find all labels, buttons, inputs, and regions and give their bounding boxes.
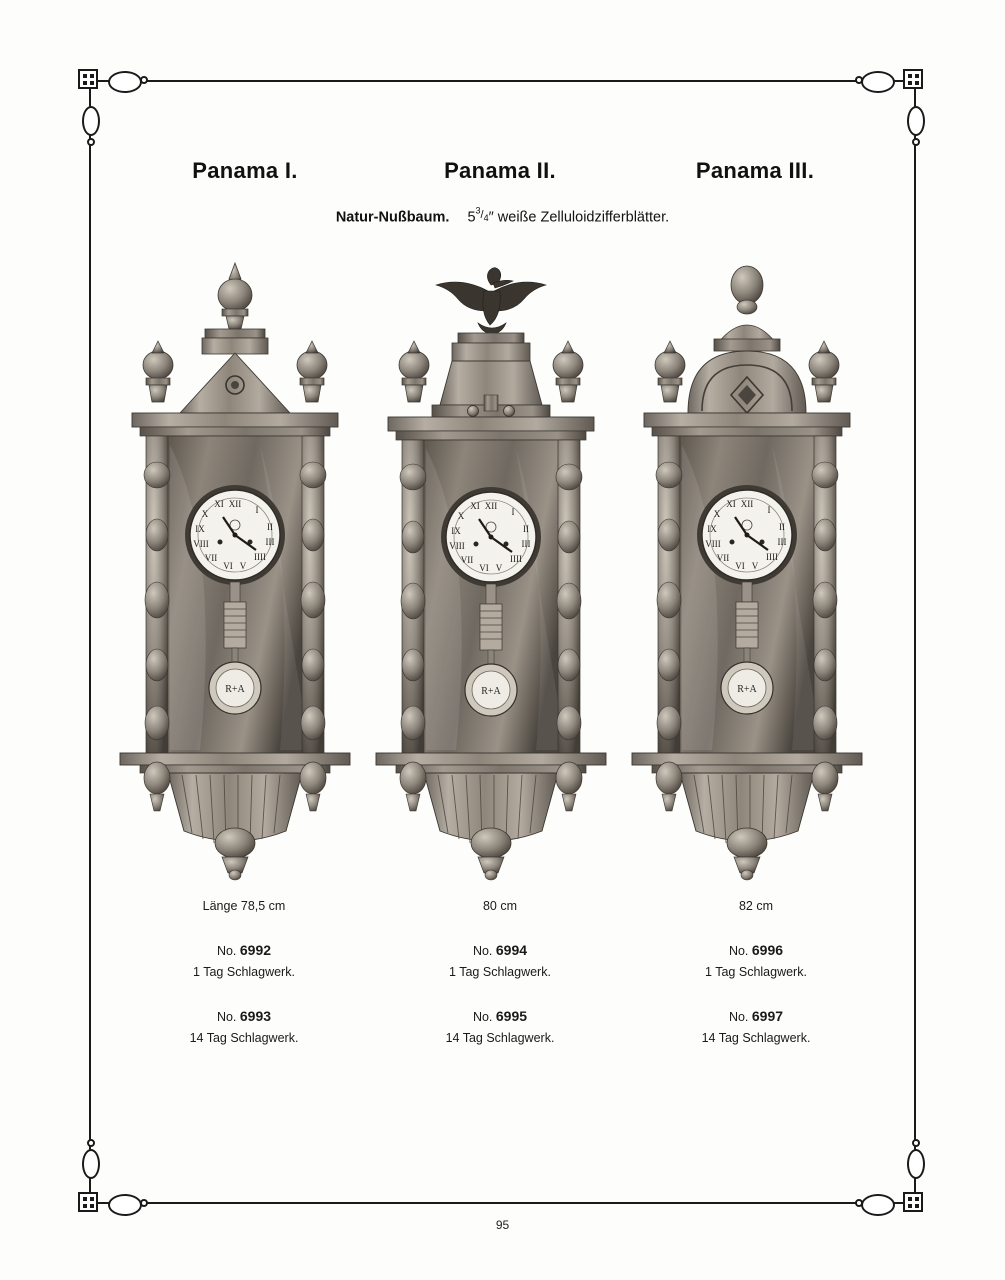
eagle-ornament — [436, 268, 546, 334]
no-label: No. — [472, 1009, 493, 1024]
no-label: No. — [728, 943, 749, 958]
svg-text:IX: IX — [451, 526, 461, 536]
svg-text:R+A: R+A — [225, 684, 245, 695]
length-panama-3: 82 cm — [738, 899, 774, 913]
model-title-panama-2: Panama II. — [444, 158, 556, 183]
svg-text:II: II — [523, 524, 529, 534]
no-label: No. — [728, 1009, 749, 1024]
caption-panama-2 — [380, 898, 620, 1046]
svg-text:III: III — [521, 539, 531, 549]
frame-line-bottom — [95, 1202, 910, 1204]
svg-text:IX: IX — [195, 524, 205, 534]
article-number: 6993 — [239, 1007, 272, 1024]
corner-ornament-top-left — [78, 69, 98, 89]
page-number: 95 — [495, 1218, 510, 1232]
svg-text:I: I — [511, 507, 515, 517]
model-title-panama-3: Panama III. — [695, 158, 815, 183]
svg-text:X: X — [201, 509, 209, 519]
ornament-right-upper-leaf-icon — [903, 98, 929, 152]
svg-text:I: I — [255, 505, 259, 515]
article-number: 6994 — [495, 941, 528, 958]
corner-ornament-bottom-left — [78, 1192, 98, 1212]
clock-illustration-panama-2 — [366, 245, 616, 885]
length-panama-1: Länge 78,5 cm — [202, 899, 286, 913]
svg-text:VIII: VIII — [449, 541, 465, 551]
article-number: 6996 — [751, 941, 784, 958]
no-label: No. — [216, 943, 237, 958]
ornament-top-right-leaf-icon — [849, 67, 903, 93]
page-subtitle — [0, 205, 1005, 226]
svg-text:III: III — [777, 537, 787, 547]
svg-text:II: II — [779, 522, 785, 532]
caption-panama-3 — [636, 898, 876, 1046]
svg-text:XI: XI — [214, 499, 224, 509]
svg-text:V: V — [239, 561, 247, 571]
svg-text:IIII: IIII — [766, 552, 778, 562]
article-number: 6992 — [239, 941, 272, 958]
mechanism-6995: 14 Tag Schlagwerk. — [445, 1030, 555, 1045]
article-row-6996 — [636, 941, 876, 960]
svg-text:X: X — [713, 509, 721, 519]
svg-text:V: V — [751, 561, 759, 571]
subtitle-dial-size-whole: 5 — [467, 209, 476, 226]
no-label: No. — [472, 943, 493, 958]
svg-text:XI: XI — [470, 501, 480, 511]
subtitle-material: Natur-Nußbaum. — [335, 209, 450, 226]
length-panama-2: 80 cm — [482, 899, 518, 913]
svg-text:VIII: VIII — [705, 539, 721, 549]
svg-text:VI: VI — [735, 561, 745, 571]
article-row-6995 — [380, 1007, 620, 1026]
svg-text:R+A: R+A — [481, 686, 501, 697]
article-row-6994 — [380, 941, 620, 960]
frame-line-top — [95, 80, 910, 82]
ornament-bottom-left-leaf-icon — [100, 1190, 154, 1216]
subtitle-dial-size-fraction: 3/4 — [475, 205, 489, 223]
frame-line-right — [914, 88, 916, 1196]
article-row-6993 — [124, 1007, 364, 1026]
svg-text:XI: XI — [726, 499, 736, 509]
svg-text:XII: XII — [228, 499, 242, 509]
svg-text:VII: VII — [460, 555, 474, 565]
svg-text:II: II — [267, 522, 273, 532]
mechanism-6993: 14 Tag Schlagwerk. — [189, 1030, 299, 1045]
article-number: 6997 — [751, 1007, 784, 1024]
subtitle-dial-text: weiße Zelluloidzifferblätter. — [493, 209, 670, 226]
svg-text:VI: VI — [479, 563, 489, 573]
fraction-denominator: 4 — [483, 212, 489, 223]
article-number: 6995 — [495, 1007, 528, 1024]
model-title-panama-1: Panama I. — [192, 158, 298, 183]
mechanism-6992: 1 Tag Schlagwerk. — [193, 964, 295, 979]
corner-ornament-top-right — [903, 69, 923, 89]
ornament-left-upper-leaf-icon — [78, 98, 104, 152]
fraction-numerator: 3 — [475, 205, 481, 215]
svg-text:VII: VII — [204, 553, 218, 563]
ornament-bottom-right-leaf-icon — [849, 1190, 903, 1216]
corner-ornament-bottom-right — [903, 1192, 923, 1212]
clock-illustration-panama-3 — [622, 245, 872, 885]
ornament-right-lower-leaf-icon — [903, 1133, 929, 1187]
ornament-top-left-leaf-icon — [100, 67, 154, 93]
ornament-left-lower-leaf-icon — [78, 1133, 104, 1187]
clock-dial — [697, 485, 797, 585]
no-label: No. — [216, 1009, 237, 1024]
clock-dial — [441, 487, 541, 587]
svg-text:X: X — [457, 511, 465, 521]
svg-text:IIII: IIII — [510, 554, 522, 564]
article-row-6992 — [124, 941, 364, 960]
mechanism-6996: 1 Tag Schlagwerk. — [705, 964, 807, 979]
svg-text:VIII: VIII — [193, 539, 209, 549]
frame-line-left — [89, 88, 91, 1196]
svg-text:III: III — [265, 537, 275, 547]
svg-text:R+A: R+A — [737, 684, 757, 695]
svg-text:XII: XII — [740, 499, 754, 509]
svg-text:IX: IX — [707, 524, 717, 534]
mechanism-6994: 1 Tag Schlagwerk. — [449, 964, 551, 979]
svg-text:VII: VII — [716, 553, 730, 563]
article-row-6997 — [636, 1007, 876, 1026]
clock-dial — [185, 485, 285, 585]
svg-text:I: I — [767, 505, 771, 515]
svg-text:VI: VI — [223, 561, 233, 571]
svg-text:IIII: IIII — [254, 552, 266, 562]
caption-panama-1 — [124, 898, 364, 1046]
clock-illustration-panama-1 — [110, 245, 360, 885]
mechanism-6997: 14 Tag Schlagwerk. — [701, 1030, 811, 1045]
svg-text:XII: XII — [484, 501, 498, 511]
svg-text:V: V — [495, 563, 503, 573]
subtitle-dial-size-unit: ″ — [488, 209, 494, 226]
